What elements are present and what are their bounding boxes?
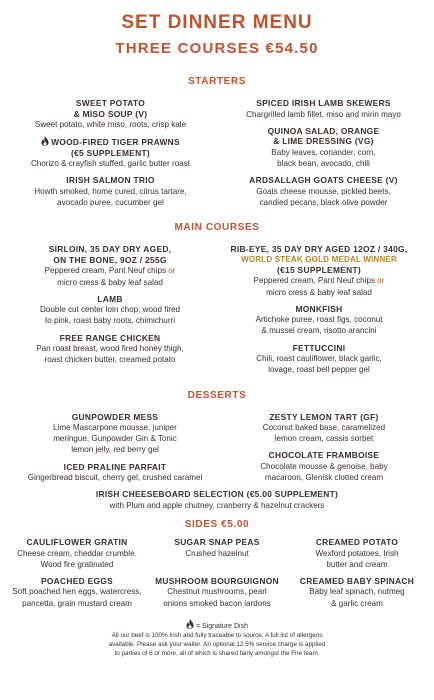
desserts-columns — [8, 412, 426, 490]
dish-lamb — [8, 294, 212, 327]
footer-line: available. Please ask your waiter. An optional 12.5% service charge is applied — [108, 640, 326, 648]
dish-desc: Sweet potato, white miso, roots, crisp kale — [34, 120, 187, 129]
dish-desc: roast chicken butter, creamed potato — [44, 355, 176, 365]
dish-sirloin — [8, 244, 212, 287]
side-sugar-snap-peas — [148, 537, 286, 570]
dish-fettuccini — [212, 343, 426, 376]
dish-desc: with Plum and apple chutney, cranberry & hazelnut crackers — [109, 500, 325, 510]
menu-title: SET DINNER MENU — [121, 12, 313, 33]
dish-desc: Wexford potatoes, Irish — [315, 548, 399, 558]
flame-icon — [41, 136, 49, 146]
desserts-heading: DESSERTS — [187, 389, 247, 401]
dish-cheeseboard — [8, 489, 426, 511]
dish-name: CAULIFLOWER GRATIN — [26, 537, 128, 548]
dish-name: ARDSALLAGH GOATS CHEESE (V) — [249, 175, 398, 186]
dish-desc: Goats cheese mousse, pickled beets, — [256, 186, 391, 196]
dish-desc: Chestnut mushrooms, pearl — [167, 587, 267, 597]
dish-desc: Crushed hazelnut — [185, 548, 249, 558]
dish-name-line2: ON THE BONE, 9OZ / 255G — [53, 254, 167, 265]
dish-gunpowder-mess — [8, 412, 222, 456]
dish-name — [8, 136, 213, 148]
dish-name-line2: (€15 SUPPLEMENT) — [277, 264, 361, 275]
dish-name: QUINOA SALAD, ORANGE — [267, 125, 380, 136]
dish-name: IRISH SALMON TRIO — [66, 175, 155, 186]
desserts-left — [8, 412, 222, 490]
dish-salmon-trio — [8, 175, 213, 208]
dish-desc: Chargrilled lamb fillet, miso and mirin mayo — [246, 109, 401, 119]
legend-text: = Signature Dish — [196, 622, 248, 630]
dish-desc: onions smoked bacon lardons — [163, 598, 271, 608]
dish-name: LAMB — [97, 293, 123, 304]
dish-chocolate-framboise — [222, 450, 426, 483]
dish-desc: Artichoke puree, roast figs, coconut — [255, 315, 383, 325]
dish-desc: Coconut baked base, caramelized — [262, 423, 386, 433]
dish-desc: Pan roast breast, wood fired honey thigh, — [36, 344, 184, 354]
starters-left — [8, 98, 213, 214]
dish-desc — [8, 265, 212, 276]
dish-name: CREAMED BABY SPINACH — [299, 575, 415, 586]
dish-quinoa-salad — [221, 126, 426, 169]
dish-desc: Howth smoked, home cured, citrus tartare, — [34, 186, 187, 196]
dish-desc: avocado puree, cucumber gel — [57, 198, 164, 208]
dish-goats-cheese — [221, 175, 426, 208]
or-text: or — [168, 266, 176, 276]
award-badge: WORLD STEAK GOLD MEDAL WINNER — [241, 254, 397, 264]
dish-chicken — [8, 333, 212, 366]
side-creamed-potato — [288, 537, 426, 570]
footer-note — [8, 631, 426, 658]
dish-desc: lovage, roast bell pepper gel — [268, 365, 370, 375]
dish-desc: micro cress & baby leaf salad — [266, 287, 372, 297]
dish-sweet-potato-soup — [8, 98, 213, 130]
dish-name-line2: & MISO SOUP (V) — [73, 108, 148, 119]
dish-name-line2: & LIME DRESSING (VG) — [273, 136, 374, 147]
sides-heading: SIDES €5.00 — [184, 519, 250, 531]
desc-text: Peppered cream, Pant Neuf chips — [253, 276, 376, 286]
dish-name: MONKFISH — [295, 303, 343, 314]
footer-line: All our beef is 100% Irish and fully traceable to source. A full list of allergens — [111, 631, 323, 639]
desserts-right — [222, 412, 426, 490]
dish-lemon-tart — [222, 412, 426, 445]
dish-desc: Lime Mascarpone mousse, juniper — [53, 423, 177, 433]
dish-desc: meringue, Gunpowder Gin & Tonic — [53, 434, 177, 444]
side-creamed-spinach — [288, 576, 426, 609]
dish-desc: Chili, roast cauliflower, black garlic, — [256, 354, 382, 364]
side-cauliflower-gratin — [8, 537, 146, 570]
side-poached-eggs — [8, 576, 146, 609]
dish-name-text: WOOD-FIRED TIGER PRAWNS — [51, 137, 180, 148]
dish-name: ZESTY LEMON TART (GF) — [269, 411, 379, 422]
dish-name: POACHED EGGS — [40, 575, 113, 586]
starters-heading: STARTERS — [188, 76, 246, 87]
dish-name: IRISH CHEESEBOARD SELECTION (€5.00 SUPPLEMENT) — [95, 489, 339, 500]
starters-columns — [8, 98, 426, 214]
dish-ribeye — [212, 244, 426, 297]
dish-name: SPICED IRISH LAMB SKEWERS — [256, 98, 391, 108]
signature-legend — [8, 619, 426, 631]
starters-right — [221, 98, 426, 214]
dish-desc: Chocolate mousse & genoise, baby — [260, 461, 388, 471]
dish-desc: Baby leaf spinach, nutmeg — [309, 587, 405, 597]
mains-right — [212, 244, 426, 381]
dish-desc: Soft poached hen eggs, watercress, — [12, 587, 142, 597]
dish-name: CREAMED POTATO — [315, 537, 399, 548]
dish-praline-parfait — [8, 462, 222, 484]
dish-tiger-prawns — [8, 136, 213, 169]
dish-name-line2: (€5 SUPPLEMENT) — [71, 147, 150, 158]
or-text: or — [377, 276, 385, 286]
dish-desc: Baby leaves, coriander, corn, — [271, 147, 376, 157]
dish-name: MUSHROOM BOURGUIGNON — [155, 575, 279, 586]
dish-name: ICED PRALINE PARFAIT — [63, 461, 167, 472]
dish-desc: Chorizo & crayfish stuffed, garlic butter roast — [30, 159, 191, 169]
desc-text: Peppered cream, Pant Neuf chips — [44, 266, 167, 276]
dish-name: CHOCOLATE FRAMBOISE — [268, 450, 380, 461]
dish-desc: butter and cream — [326, 559, 388, 569]
dish-monkfish — [212, 304, 426, 337]
dish-desc: Cheese cream, cheddar crumble. — [17, 548, 137, 558]
dish-desc: lemon cream, cassis sorbet — [274, 434, 374, 444]
dish-desc: candied pecans, black olive powder — [259, 197, 388, 207]
side-mushroom-bourguignon — [148, 576, 286, 609]
dish-name: RIB-EYE, 35 DAY DRY AGED 12OZ / 340G, — [230, 244, 408, 255]
dish-desc: Wood fire gratinated — [40, 559, 114, 569]
dish-desc: & garlic cream — [331, 598, 383, 608]
mains-left — [8, 244, 212, 381]
dish-name: FREE RANGE CHICKEN — [59, 332, 161, 343]
menu-subtitle: THREE COURSES €54.50 — [115, 40, 319, 57]
dish-desc: micro cress & baby leaf salad — [57, 277, 163, 287]
dish-desc: black bean, avocado, chili — [277, 158, 370, 168]
dish-desc: to pink, roast baby roots, chimichurri — [45, 316, 176, 326]
flame-icon — [186, 619, 194, 629]
footer-line: to parties of 6 or more, all of which is shared fairly amongst the Fire team. — [114, 649, 320, 657]
dish-name: FETTUCCINI — [292, 342, 346, 353]
dish-desc: lemon jelly, red berry gel — [71, 445, 159, 455]
dish-desc: Double cut center loin chop, wood fired — [40, 305, 180, 315]
dish-name: SIRLOIN, 35 DAY DRY AGED, — [48, 244, 172, 255]
dish-name: GUNPOWDER MESS — [71, 411, 159, 422]
dish-desc — [212, 275, 426, 286]
sides-row-1 — [8, 537, 426, 576]
dish-lamb-skewers — [221, 98, 426, 120]
dish-desc: & mussel cream, risotto arancini — [261, 326, 377, 336]
dish-desc: pancetta, grain mustard cream — [22, 598, 132, 608]
mains-columns — [8, 244, 426, 381]
dish-name: SUGAR SNAP PEAS — [174, 537, 260, 548]
mains-heading: MAIN COURSES — [174, 222, 260, 234]
dish-desc: Gingerbread biscuit, cherry gel, crushed caramel — [27, 473, 203, 483]
sides-row-2 — [8, 576, 426, 615]
dish-name: SWEET POTATO — [75, 98, 146, 108]
dish-desc: macaroon, Glenisk clotted cream — [264, 473, 384, 483]
